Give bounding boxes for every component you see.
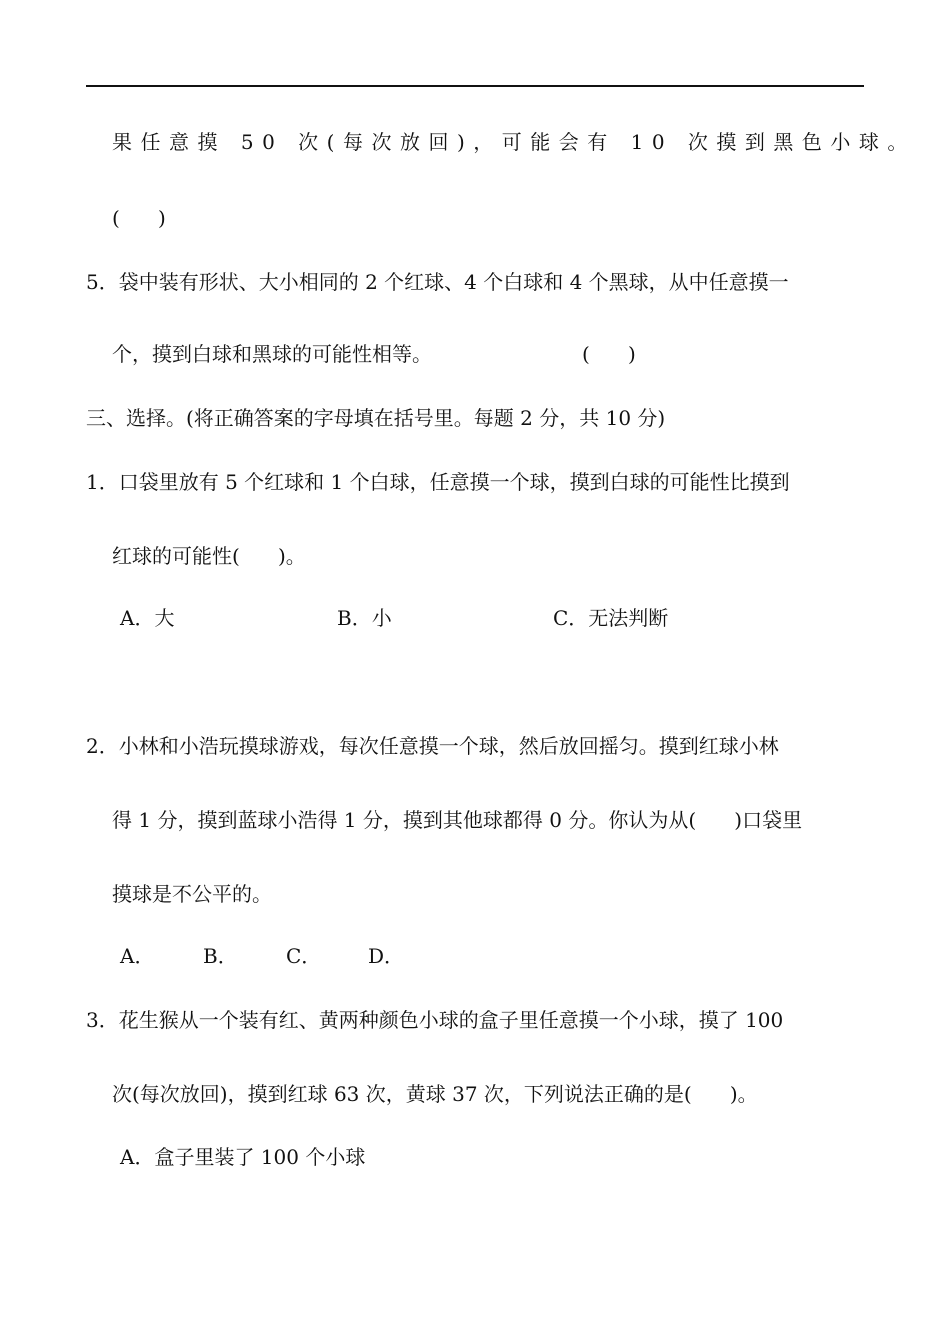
q5-text-line2: 个，摸到白球和黑球的可能性相等。	[112, 342, 432, 366]
q5-text-line1: 5．袋中装有形状、大小相同的 2 个红球、4 个白球和 4 个黑球，从中任意摸一	[86, 270, 789, 294]
c2-option-d: D．	[368, 944, 405, 968]
c2-text-line1: 2．小林和小浩玩摸球游戏，每次任意摸一个球，然后放回摇匀。摸到红球小林	[86, 734, 779, 758]
c3-text-line1: 3．花生猴从一个装有红、黄两种颜色小球的盒子里任意摸一个小球，摸了 100	[86, 1008, 784, 1032]
c1-text-line1: 1．口袋里放有 5 个红球和 1 个白球，任意摸一个球，摸到白球的可能性比摸到	[86, 470, 790, 494]
c3-text-line2: 次(每次放回)，摸到红球 63 次，黄球 37 次，下列说法正确的是( )。	[112, 1082, 758, 1106]
q5-answer-parentheses: ( )	[582, 342, 636, 366]
c2-option-b: B．	[203, 944, 238, 968]
header-rule	[86, 85, 864, 87]
c2-option-a: A．	[120, 944, 155, 968]
c2-text-line3: 摸球是不公平的。	[112, 882, 272, 906]
c1-option-b: B．小	[337, 606, 392, 630]
c2-text-line2: 得 1 分，摸到蓝球小浩得 1 分，摸到其他球都得 0 分。你认为从( )口袋里	[112, 808, 803, 832]
c1-option-c: C．无法判断	[553, 606, 669, 630]
section-heading-choice: 三、选择。(将正确答案的字母填在括号里。每题 2 分，共 10 分)	[86, 406, 666, 430]
q4-continuation-text: 果任意摸 50 次(每次放回)，可能会有 10 次摸到黑色小球。	[112, 130, 916, 154]
c1-option-a: A．大	[120, 606, 175, 630]
c1-text-line2: 红球的可能性( )。	[112, 544, 306, 568]
q4-answer-parentheses: ( )	[112, 206, 166, 230]
c3-option-a: A．盒子里装了 100 个小球	[120, 1145, 366, 1169]
c2-option-c: C．	[286, 944, 322, 968]
